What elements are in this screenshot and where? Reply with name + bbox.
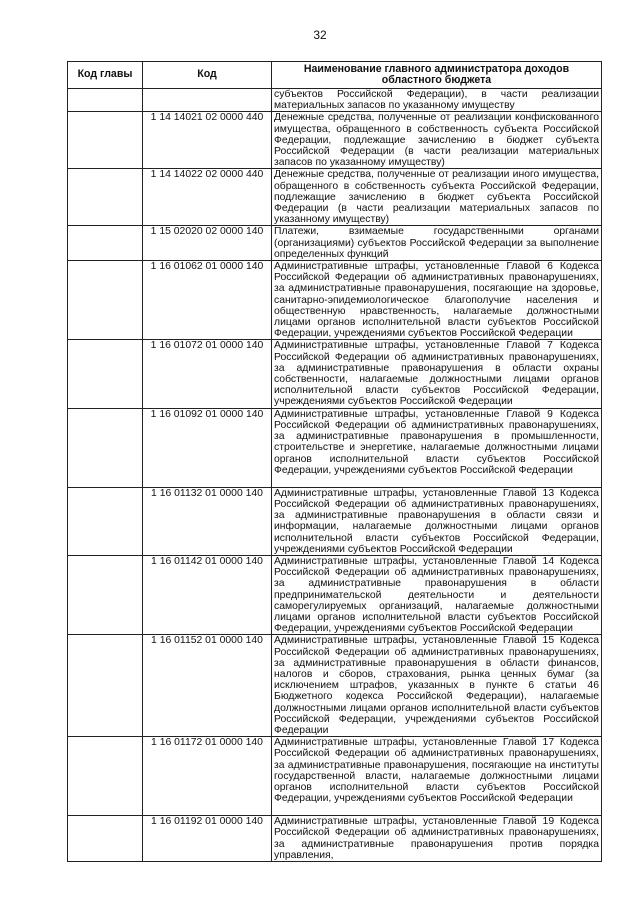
chapter-code-cell [68, 112, 143, 169]
name-cell: Административные штрафы, установленные Главой 17 Кодекса Российской Федерации об административных правонарушениях, за административные правонарушения, посягающие на институты государственной власти, налагаемые должностными лицами органов исполнительной власти субъектов Российской Федерации, учреждениями субъектов Российской Федерации [272, 737, 602, 816]
table-row [68, 340, 602, 408]
chapter-code-cell [68, 89, 143, 112]
name-cell: Административные штрафы, установленные Главой 14 Кодекса Российской Федерации об административных правонарушениях, за административные правонарушения в области предпринимательской деятельности и деятельности саморегулируемых организаций, налагаемые должностными лицами органов исполнительной власти субъектов Российской Федерации, учреждениями субъектов Российской Федерации [272, 555, 602, 634]
name-cell: Административные штрафы, установленные Главой 9 Кодекса Российской Федерации об административных правонарушениях, за административные правонарушения в промышленности, строительстве и энергетике, налагаемые должностными лицами органов исполнительной власти субъектов Российской Федерации, учреждениями субъектов Российской Федерации [272, 408, 602, 487]
code-cell: 1 16 01152 01 0000 140 [143, 635, 272, 737]
name-cell: Платежи, взимаемые государственными органами (организациями) субъектов Российской Федерации за выполнение определенных функций [272, 226, 602, 261]
chapter-code-cell [68, 487, 143, 555]
table-row [68, 555, 602, 634]
table-row [68, 816, 602, 862]
table-row [68, 112, 602, 169]
code-cell: 1 16 01172 01 0000 140 [143, 737, 272, 816]
table-row [68, 487, 602, 555]
header-chapter-code: Код главы [68, 62, 143, 89]
name-cell: субъектов Российской Федерации), в части реализации материальных запасов по указанному имуществу [272, 89, 602, 112]
table-header-row [68, 62, 602, 89]
code-cell: 1 16 01092 01 0000 140 [143, 408, 272, 487]
name-cell: Административные штрафы, установленные Главой 19 Кодекса Российской Федерации об административных правонарушениях, за административные правонарушения против порядка управления, [272, 816, 602, 862]
budget-revenue-table [67, 61, 602, 862]
chapter-code-cell [68, 635, 143, 737]
table-row [68, 635, 602, 737]
name-cell: Денежные средства, полученные от реализации конфискованного имущества, обращенного в собственность субъекта Российской Федерации, подлежащие зачислению в бюджет субъекта Российской Федерации (в части реализации материальных запасов по указанному имуществу) [272, 112, 602, 169]
table-row [68, 226, 602, 261]
chapter-code-cell [68, 340, 143, 408]
header-administrator-name: Наименование главного администратора доходов областного бюджета [272, 62, 602, 89]
table-row [68, 408, 602, 487]
name-cell: Административные штрафы, установленные Главой 7 Кодекса Российской Федерации об административных правонарушениях, за административные правонарушения в области охраны собственности, налагаемые должностными лицами органов исполнительной власти субъектов Российской Федерации, учреждениями субъектов Российской Федерации [272, 340, 602, 408]
code-cell: 1 15 02020 02 0000 140 [143, 226, 272, 261]
chapter-code-cell [68, 261, 143, 340]
table-row [68, 89, 602, 112]
name-cell: Административные штрафы, установленные Главой 13 Кодекса Российской Федерации об административных правонарушениях, за административные правонарушения в области связи и информации, налагаемые должностными лицами органов исполнительной власти субъектов Российской Федерации, учреждениями субъектов Российской Федерации [272, 487, 602, 555]
code-cell: 1 16 01142 01 0000 140 [143, 555, 272, 634]
chapter-code-cell [68, 226, 143, 261]
code-cell: 1 16 01132 01 0000 140 [143, 487, 272, 555]
header-code: Код [143, 62, 272, 89]
name-cell: Административные штрафы, установленные Главой 6 Кодекса Российской Федерации об административных правонарушениях, за административные правонарушения, посягающие на здоровье, санитарно-эпидемиологическое благополучие населения и общественную нравственность, налагаемые должностными лицами органов исполнительной власти субъектов Российской Федерации, учреждениями субъектов Российской Федерации [272, 261, 602, 340]
name-cell: Денежные средства, полученные от реализации иного имущества, обращенного в собственность субъекта Российской Федерации, подлежащие зачислению в бюджет субъекта Российской Федерации (в части реализации материальных запасов по указанному имуществу) [272, 169, 602, 226]
code-cell: 1 16 01192 01 0000 140 [143, 816, 272, 862]
table-row [68, 169, 602, 226]
name-cell: Административные штрафы, установленные Главой 15 Кодекса Российской Федерации об административных правонарушениях, за административные правонарушения в области финансов, налогов и сборов, страхования, рынка ценных бумаг (за исключением штрафов, указанных в пункте 6 статьи 46 Бюджетного кодекса Российской Федерации), налагаемые должностными лицами органов исполнительной власти субъектов Российской Федерации, учреждениями субъектов Российской Федерации [272, 635, 602, 737]
code-cell: 1 16 01072 01 0000 140 [143, 340, 272, 408]
chapter-code-cell [68, 737, 143, 816]
code-cell [143, 89, 272, 112]
page-number: 32 [313, 28, 327, 42]
table-row [68, 737, 602, 816]
code-cell: 1 16 01062 01 0000 140 [143, 261, 272, 340]
chapter-code-cell [68, 169, 143, 226]
table-row [68, 261, 602, 340]
code-cell: 1 14 14022 02 0000 440 [143, 169, 272, 226]
chapter-code-cell [68, 816, 143, 862]
chapter-code-cell [68, 555, 143, 634]
code-cell: 1 14 14021 02 0000 440 [143, 112, 272, 169]
chapter-code-cell [68, 408, 143, 487]
